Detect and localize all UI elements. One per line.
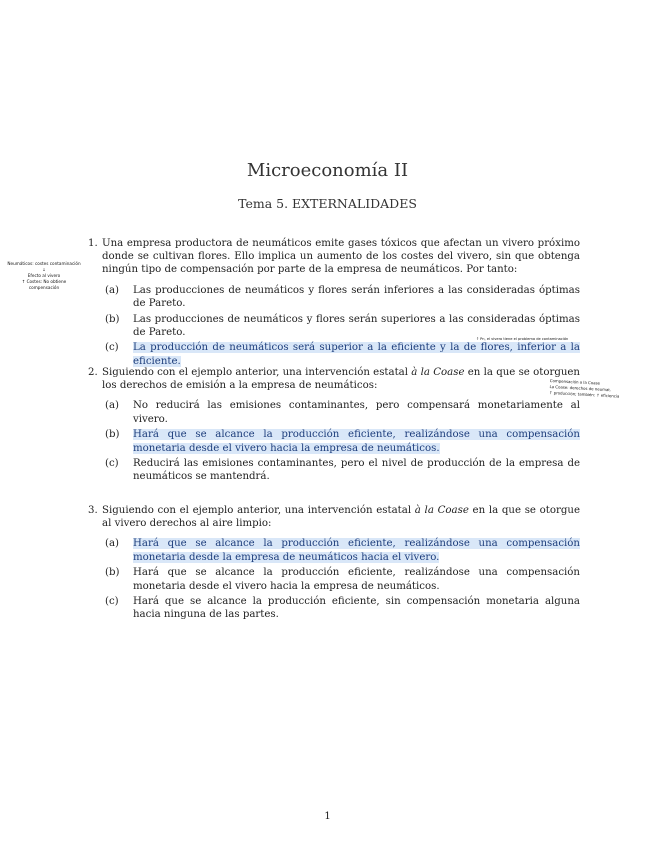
option-label: (b) bbox=[105, 429, 120, 441]
option-label: (c) bbox=[105, 458, 119, 470]
option-text: No reducirá las emisiones contaminantes, pero compensará monetariamente al vivero. bbox=[133, 400, 580, 425]
handwritten-note-q1: ↑ Pn, el vivero tiene el problema de contaminación bbox=[476, 337, 569, 341]
option-label: (c) bbox=[105, 596, 119, 608]
question-number: 1. bbox=[88, 238, 98, 249]
option-label: (a) bbox=[105, 284, 120, 296]
document-title: Microeconomía II bbox=[246, 160, 409, 181]
coase-term: à la Coase bbox=[411, 367, 465, 378]
option-label: (a) bbox=[105, 538, 120, 550]
question-text: Una empresa productora de neumáticos emite gases tóxicos que afectan un vivero próximo donde se cultivan flores. Ello implica un aumento de los costes del vivero, sin que obtenga ningún tipo de compensación por parte de la empresa de neumáticos. Por tanto: bbox=[102, 238, 580, 276]
option-c bbox=[88, 457, 580, 483]
option-a bbox=[88, 284, 580, 310]
option-c bbox=[88, 341, 580, 367]
option-text: Hará que se alcance la producción eficiente, realizándose una compensación monetaria desde el vivero hacia la empresa de neumáticos. bbox=[133, 567, 580, 592]
question-1 bbox=[88, 237, 580, 370]
question-text: Siguiendo con el ejemplo anterior, una intervención estatal à la Coase en la que se otorguen los derechos de emisión a la empresa de neumáticos: bbox=[102, 367, 580, 392]
document-subtitle: Tema 5. EXTERNALIDADES bbox=[238, 196, 417, 211]
option-label: (a) bbox=[105, 400, 120, 412]
option-text bbox=[129, 537, 580, 563]
question-number: 2. bbox=[88, 367, 98, 378]
option-text: Hará que se alcance la producción eficiente, sin compensación monetaria alguna hacia ninguna de las partes. bbox=[133, 596, 580, 621]
option-text: Las producciones de neumáticos y flores serán inferiores a las consideradas óptimas de Pareto. bbox=[133, 284, 580, 309]
question-number: 3. bbox=[88, 505, 98, 516]
option-c bbox=[88, 595, 580, 621]
option-b bbox=[88, 313, 580, 339]
option-text: Reducirá las emisiones contaminantes, pero el nivel de producción de la empresa de neumáticos se mantendrá. bbox=[133, 458, 580, 483]
option-label: (c) bbox=[105, 342, 119, 354]
handwritten-note-left: Neumáticos: costes contaminación ↓ Efecto al vivero ↑ Costes: No obtiene compensación bbox=[7, 261, 81, 290]
option-b bbox=[88, 566, 580, 592]
highlighted-answer: La producción de neumáticos será superior a la eficiente y la de flores, inferior a la eficiente. bbox=[133, 342, 580, 367]
question-2 bbox=[88, 366, 580, 486]
option-label: (b) bbox=[105, 313, 120, 325]
option-a bbox=[88, 399, 580, 425]
option-text bbox=[129, 428, 580, 454]
page-number: 1 bbox=[324, 811, 331, 822]
option-text: Las producciones de neumáticos y flores serán superiores a las consideradas óptimas de Pareto. bbox=[133, 313, 580, 338]
coase-term: à la Coase bbox=[414, 505, 469, 516]
highlighted-answer: Hará que se alcance la producción eficiente, realizándose una compensación monetaria desde la empresa de neumáticos hacia el vivero. bbox=[133, 538, 580, 563]
question-text: Siguiendo con el ejemplo anterior, una intervención estatal à la Coase en la que se otorgue al vivero derechos al aire limpio: bbox=[102, 505, 580, 530]
option-b bbox=[88, 428, 580, 454]
highlighted-answer: Hará que se alcance la producción eficiente, realizándose una compensación monetaria desde el vivero hacia la empresa de neumáticos. bbox=[133, 429, 580, 454]
question-3 bbox=[88, 504, 580, 624]
option-label: (b) bbox=[105, 567, 120, 579]
option-a bbox=[88, 537, 580, 563]
handwritten-note-q2: Compensación a la Coase La Coase: derechos de neumat. ↑ producción; también: ↑ eficiencia bbox=[549, 378, 620, 399]
option-text bbox=[129, 341, 580, 367]
